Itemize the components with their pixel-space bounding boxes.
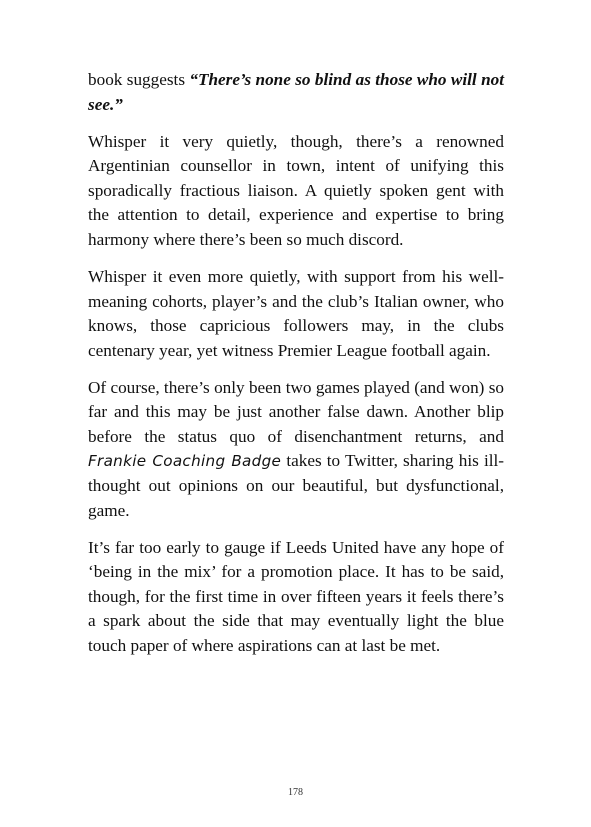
proverb-quote: “There’s none so blind as those who will not see.” bbox=[88, 70, 504, 114]
paragraph-text: takes to Twitter, sharing his ill-thought out opinions on our beautiful, but dysfunctional, game. bbox=[88, 451, 505, 520]
twitter-handle: Frankie Coaching Badge bbox=[88, 452, 282, 471]
paragraph-quote-intro bbox=[88, 68, 504, 117]
paragraph-premier-league: Whisper it even more quietly, with support from his well-meaning cohorts, player’s and the club’s Italian owner, who knows, those capricious followers may, in the clubs centenary year, yet witness Premier League football again. bbox=[88, 266, 504, 360]
page-number: 178 bbox=[288, 787, 303, 798]
paragraph-promotion: It’s far too early to gauge if Leeds United have any hope of ‘being in the mix’ for a promotion place. It has to be said, though, for the first time in over fifteen years it feels there’s a spark about the side that may eventually light the blue touch paper of where aspirations can at last be met. bbox=[88, 537, 504, 656]
paragraph-false-dawn bbox=[88, 376, 504, 524]
paragraph-text: Of course, there’s only been two games played (and won) so far and this may be just another false dawn. Another blip before the status quo of disenchantment returns, and bbox=[88, 377, 504, 446]
paragraph-counsellor: Whisper it very quietly, though, there’s a renowned Argentinian counsellor in town, intent of unifying this sporadically fractious liaison. A quietly spoken gent with the attention to detail, experience and expertise to bring harmony where there’s been so much discord. bbox=[88, 131, 504, 249]
body-text bbox=[88, 68, 504, 671]
paragraph-text: book suggests bbox=[88, 70, 190, 89]
